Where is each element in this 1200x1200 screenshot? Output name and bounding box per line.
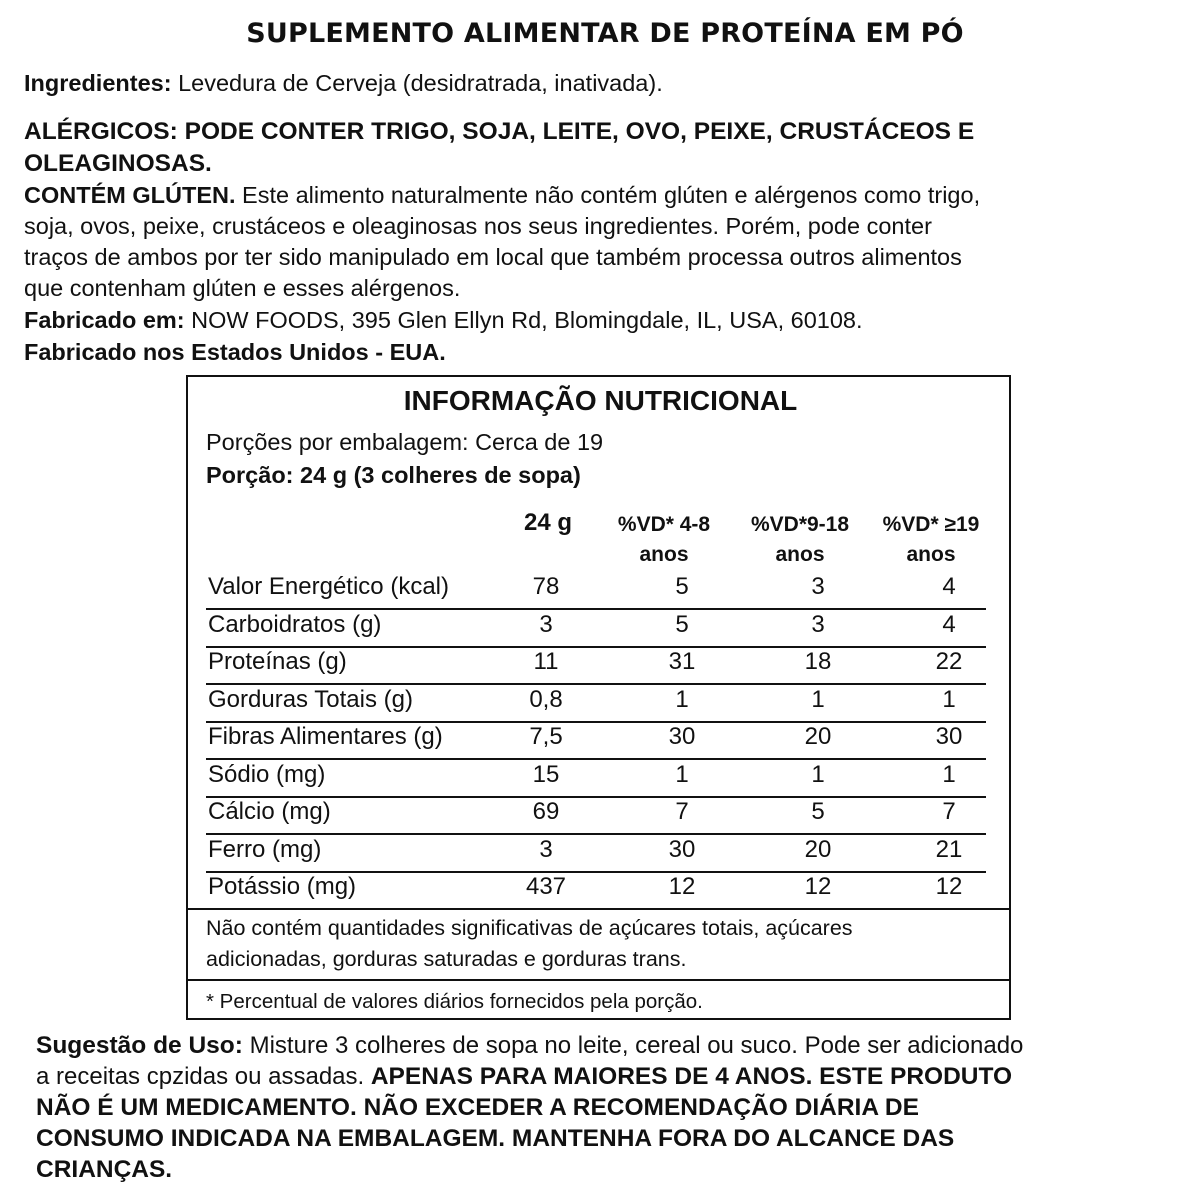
nutrient-vd-4-8: 5	[675, 611, 689, 638]
nutrient-vd-4-8: 5	[675, 573, 689, 600]
nutrient-vd-4-8: 1	[675, 761, 689, 788]
nutrient-row-carbohydrates	[206, 608, 986, 648]
nutrition-facts-table	[186, 375, 1011, 1020]
nutrient-vd-4-8: 7	[675, 798, 689, 825]
nutrient-name: Cálcio (mg)	[208, 798, 331, 825]
nutrient-vd-4-8: 12	[668, 873, 696, 900]
usage-section	[36, 1030, 1023, 1185]
allergens-line-2: OLEAGINOSAS.	[24, 150, 212, 177]
nutrient-name: Carboidratos (g)	[208, 611, 382, 638]
nutrient-vd-9-18: 1	[811, 686, 825, 713]
nutrient-amount: 3	[539, 611, 553, 638]
nutrient-row-sodium	[206, 758, 986, 798]
nutrient-amount: 3	[539, 836, 553, 863]
nutrient-vd-9-18: 20	[804, 723, 832, 750]
nutrient-vd-9-18: 12	[804, 873, 832, 900]
usage-label: Sugestão de Uso:	[36, 1032, 243, 1059]
usage-warning-3: CONSUMO INDICADA NA EMBALAGEM. MANTENHA FORA DO ALCANCE DAS	[36, 1125, 955, 1152]
nutrient-row-energy	[206, 570, 986, 610]
nutrient-amount: 11	[533, 648, 559, 675]
nutrient-vd-4-8: 31	[668, 648, 696, 675]
column-header-vd-4-8-line-2: anos	[639, 543, 689, 566]
column-header-vd-9-18	[730, 510, 870, 570]
usage-text-1: Misture 3 colheres de sopa no leite, cereal ou suco. Pode ser adicionado	[242, 1032, 1024, 1059]
gluten-line-2: soja, ovos, peixe, crustáceos e oleaginosas nos seus ingredientes. Porém, pode conter	[24, 213, 932, 239]
ingredients-label: Ingredientes:	[24, 70, 172, 96]
gluten-line-3: traços de ambos por ter sido manipulado em local que também processa outros alimentos	[24, 244, 962, 270]
usage-line-2	[36, 1061, 1023, 1092]
nutrient-amount: 69	[532, 798, 560, 825]
column-header-vd-4-8	[594, 510, 734, 570]
nutrient-vd-19-plus: 12	[935, 873, 963, 900]
nutrient-vd-19-plus: 1	[942, 686, 956, 713]
nutrition-note-line-1: Não contém quantidades significativas de açúcares totais, açúcares	[206, 916, 853, 940]
usage-warning-4: CRIANÇAS.	[36, 1156, 173, 1183]
nutrient-row-iron	[206, 833, 986, 873]
nutrient-name: Gorduras Totais (g)	[208, 686, 413, 713]
nutrition-title: INFORMAÇÃO NUTRICIONAL	[403, 385, 798, 416]
portion-size: Porção: 24 g (3 colheres de sopa)	[206, 462, 581, 488]
nutrient-vd-19-plus: 7	[942, 798, 956, 825]
gluten-line-4: que contenham glúten e esses alérgenos.	[24, 275, 461, 301]
manufactured-line	[24, 305, 863, 337]
nutrient-row-proteins	[206, 645, 986, 685]
column-header-vd-9-18-line-1: %VD*9-18	[750, 513, 850, 536]
nutrient-amount: 78	[532, 573, 560, 600]
ingredients-line	[24, 68, 663, 100]
nutrient-row-total-fat	[206, 683, 986, 723]
nutrient-amount: 437	[525, 873, 567, 900]
nutrient-name: Valor Energético (kcal)	[208, 573, 449, 600]
nutrient-vd-4-8: 30	[668, 836, 696, 863]
nutrient-name: Sódio (mg)	[208, 761, 326, 788]
nutrient-vd-9-18: 18	[804, 648, 832, 675]
allergens-line-1: ALÉRGICOS: PODE CONTER TRIGO, SOJA, LEITE, OVO, PEIXE, CRUSTÁCEOS E	[24, 118, 975, 145]
nutrient-vd-19-plus: 4	[942, 611, 956, 638]
nutrient-amount: 0,8	[529, 686, 563, 713]
label-title: SUPLEMENTO ALIMENTAR DE PROTEÍNA EM PÓ	[246, 18, 964, 49]
gluten-text-1: Este alimento naturalmente não contém glúten e alérgenos como trigo,	[235, 182, 981, 208]
nutrient-amount: 15	[532, 761, 560, 788]
nutrient-vd-9-18: 5	[811, 798, 825, 825]
column-header-vd-9-18-line-2: anos	[775, 543, 825, 566]
nutrient-vd-9-18: 3	[811, 573, 825, 600]
nutrient-vd-4-8: 30	[668, 723, 696, 750]
nutrient-vd-19-plus: 21	[935, 836, 963, 863]
nutrient-name: Ferro (mg)	[208, 836, 322, 863]
nutrient-name: Proteínas (g)	[208, 648, 347, 675]
nutrition-note-line-2: adicionadas, gorduras saturadas e gorduras trans.	[206, 947, 687, 971]
nutrient-name: Potássio (mg)	[208, 873, 357, 900]
nutrient-row-potassium	[206, 870, 986, 908]
nutrient-name: Fibras Alimentares (g)	[208, 723, 443, 750]
ingredients-text: Levedura de Cerveja (desidratrada, inativada).	[171, 70, 663, 96]
gluten-line-1	[24, 180, 980, 212]
gluten-label: CONTÉM GLÚTEN.	[24, 182, 236, 208]
column-header-vd-19-plus-line-1: %VD* ≥19	[882, 513, 980, 536]
nutrient-vd-19-plus: 22	[935, 648, 963, 675]
nutrient-row-calcium	[206, 795, 986, 835]
nutrient-row-dietary-fiber	[206, 720, 986, 760]
column-header-vd-19-plus	[861, 510, 1001, 570]
manufactured-origin: Fabricado nos Estados Unidos - EUA.	[24, 339, 446, 365]
nutrient-vd-4-8: 1	[675, 686, 689, 713]
column-header-vd-4-8-line-1: %VD* 4-8	[617, 513, 711, 536]
usage-line-1	[36, 1030, 1023, 1061]
nutrient-vd-9-18: 20	[804, 836, 832, 863]
usage-warning-2: NÃO É UM MEDICAMENTO. NÃO EXCEDER A RECOMENDAÇÃO DIÁRIA DE	[36, 1094, 919, 1121]
manufactured-address: NOW FOODS, 395 Glen Ellyn Rd, Blomingdale, IL, USA, 60108.	[184, 307, 863, 333]
nutrient-amount: 7,5	[529, 723, 563, 750]
usage-text-2: a receitas cpzidas ou assadas.	[36, 1063, 371, 1090]
usage-warning-1: APENAS PARA MAIORES DE 4 ANOS. ESTE PRODUTO	[370, 1063, 1013, 1090]
daily-value-footnote: * Percentual de valores diários fornecidos pela porção.	[206, 990, 703, 1013]
nutrient-vd-9-18: 3	[811, 611, 825, 638]
column-header-vd-19-plus-line-2: anos	[906, 543, 956, 566]
nutrient-vd-19-plus: 4	[942, 573, 956, 600]
nutrient-vd-9-18: 1	[811, 761, 825, 788]
column-header-amount-line-1: 24 g	[523, 509, 573, 536]
nutrient-vd-19-plus: 30	[935, 723, 963, 750]
nutrient-vd-19-plus: 1	[942, 761, 956, 788]
servings-per-package: Porções por embalagem: Cerca de 19	[206, 429, 604, 455]
manufactured-label: Fabricado em:	[24, 307, 185, 333]
table-divider	[188, 908, 1009, 910]
footnote-divider	[188, 979, 1009, 981]
